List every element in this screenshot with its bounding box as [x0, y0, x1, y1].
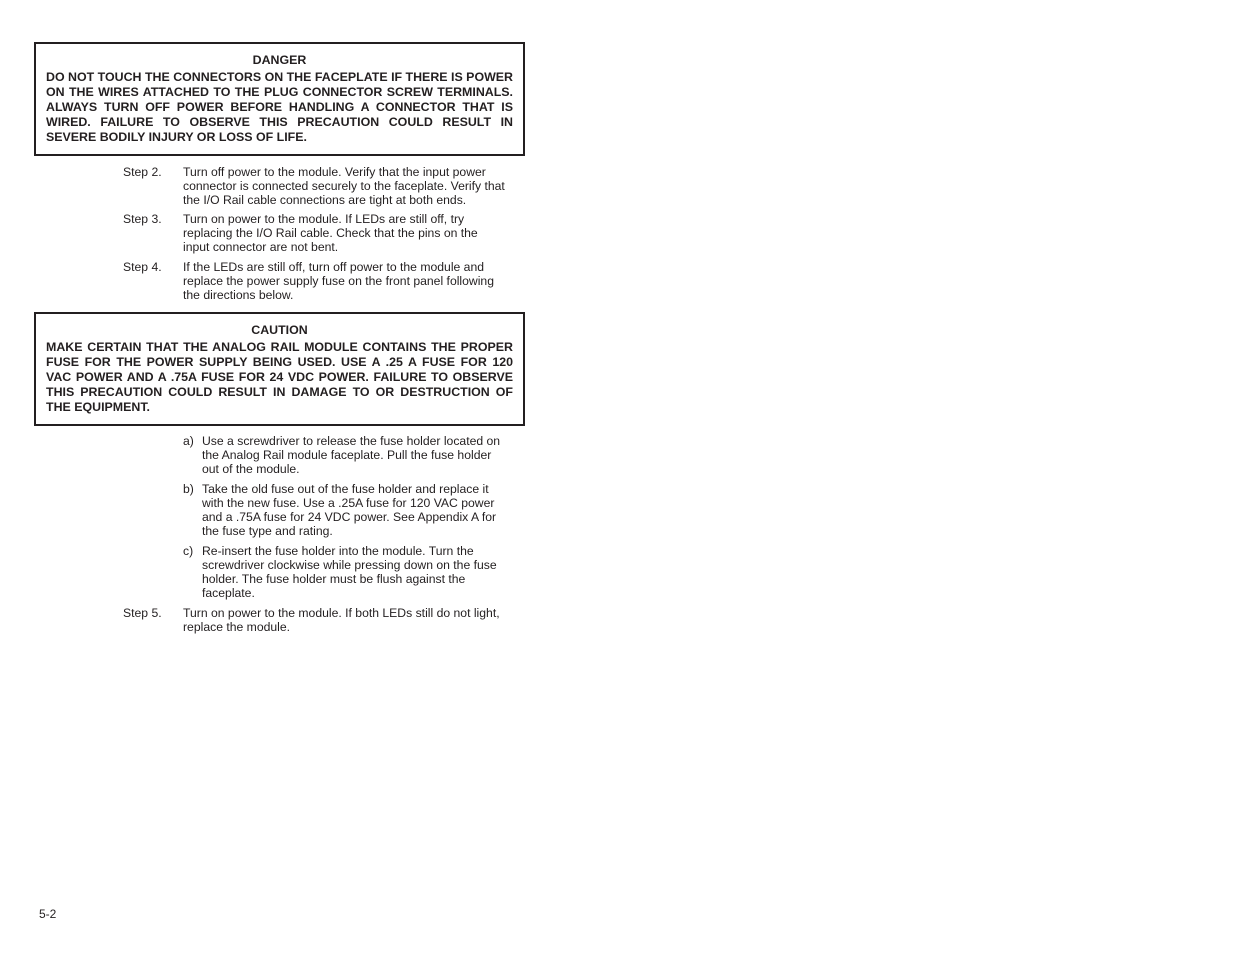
danger-notice [34, 42, 525, 156]
step-text: Turn on power to the module. If LEDs are still off, try replacing the I/O Rail cable. Check that the pins on the input connector are not bent. [183, 212, 478, 254]
step-text: Turn off power to the module. Verify that the input power connector is connected securely to the faceplate. Verify that the I/O Rail cable connections are tight at both ends. [183, 165, 505, 207]
substep-text: Re-insert the fuse holder into the module. Turn the screwdriver clockwise while pressing down on the fuse holder. The fuse holder must be flush against the faceplate. [202, 544, 497, 600]
danger-title: DANGER [252, 53, 307, 67]
step-label: Step 4. [123, 260, 162, 274]
step-label: Step 5. [123, 606, 162, 620]
step-label: Step 3. [123, 212, 162, 226]
step-text: Turn on power to the module. If both LEDs still do not light, replace the module. [183, 606, 500, 634]
step-text: If the LEDs are still off, turn off power to the module and replace the power supply fuse on the front panel following the directions below. [183, 260, 494, 302]
caution-body: MAKE CERTAIN THAT THE ANALOG RAIL MODULE CONTAINS THE PROPER FUSE FOR THE POWER SUPPLY BEING USED. USE A .25 A FUSE FOR 120 VAC POWER AND A .75A FUSE FOR 24 VDC POWER. FAILURE TO OBSERVE THIS PRECAUTION COULD RESULT IN DAMAGE TO OR DESTRUCTION OF THE EQUIPMENT. [46, 340, 513, 414]
substep-letter: b) [183, 482, 194, 496]
substep-text: Take the old fuse out of the fuse holder and replace it with the new fuse. Use a .25A fuse for 120 VAC power and a .75A fuse for 24 VDC power. See Appendix A for the fuse type and rating. [202, 482, 497, 538]
caution-title: CAUTION [251, 323, 308, 337]
page-number: 5-2 [39, 907, 57, 921]
substep-text: Use a screwdriver to release the fuse holder located on the Analog Rail module faceplate. Pull the fuse holder out of the module. [202, 434, 501, 476]
step-label: Step 2. [123, 165, 162, 179]
danger-body: DO NOT TOUCH THE CONNECTORS ON THE FACEPLATE IF THERE IS POWER ON THE WIRES ATTACHED TO THE PLUG CONNECTOR SCREW TERMINALS. ALWAYS TURN OFF POWER BEFORE HANDLING A CONNECTOR THAT IS WIRED. FAILURE TO OBSERVE THIS PRECAUTION COULD RESULT IN SEVERE BODILY INJURY OR LOSS OF LIFE. [46, 70, 513, 144]
substep-letter: c) [183, 544, 194, 558]
caution-notice [34, 312, 525, 426]
substep-letter: a) [183, 434, 194, 448]
